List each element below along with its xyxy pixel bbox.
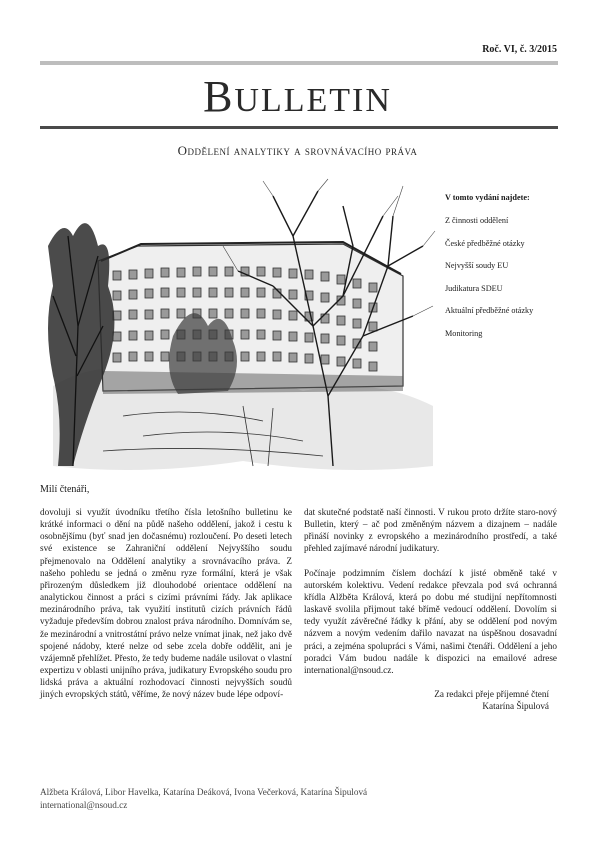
letter-paragraph: Počínaje podzimním číslem dochází k jisté obměně také v autorském kolektivu. Vedení redakce převzala pod svá ochranná křídla Alžběta Králová, která po dobu mé studijní nepřítomnosti laskavě svolila přijmout také břímě vedoucí oddělení. Dovolím si tedy využít závěrečné řádky k přání, aby se oddělení pod novým názvem a novým vedením dařilo navazat na úspěšnou dosavadní práci, a zejména spolupráci s Vámi, našimi čtenáři. Oddělení a jeho poradci Vám budou nadále k dispozici na emailové adrese international@nsoud.cz.	[304, 567, 557, 675]
department-subtitle: Oddělení analytiky a srovnávacího práva	[177, 143, 418, 158]
masthead-rule	[40, 126, 558, 129]
building-sketch-illustration	[43, 176, 438, 476]
letter-closing: Za redakci přeje příjemné čtení	[434, 689, 549, 700]
footer-authors: Alžbeta Králová, Libor Havelka, Katarína Deáková, Ivona Večerková, Katarína Šipulová	[40, 787, 368, 797]
masthead-initial: B	[203, 72, 235, 121]
masthead-title	[0, 72, 595, 126]
toc-item[interactable]: Monitoring	[445, 328, 483, 338]
letter-paragraph: dovoluji si využít úvodníku třetího čísla letošního bulletinu ke krátké informaci o dění na půdě našeho oddělení, jakož i cestu k osobnějšímu (byť snad jen dočasnému) rozloučení. Po deseti letech své existence se Zahraniční oddělení Nejvyššího soudu přejmenovalo na Oddělení analytiky a srovnávacího práva. Z našeho pohledu se jedná o změnu ryze formální, která je však přirozeným důsledkem již dlouhodobé orientace oddělení na analytickou činnost a práci s cizími právními řády. Jak aplikace mezinárodního práva, tak využití institutů cizích právních řádů vyžaduje především dobrou znalost práva národního. Domnívám se, že mezinárodní a vnitrostátní právo nelze vnímat jinak, než jako dvě spojené nádoby, které nelze od sebe zcela dobře oddělit, ani je vzájemně přehlížet. Přesto, že tedy budeme nadále usilovat o vlastní expertizu v oblasti unijního práva, judikatury Evropského soudu pro lidská práva a aktuální rozhodovací činnosti nejvyšších soudů jiných evropských států, věříme, že nový název bude lépe odpoví-	[40, 507, 292, 700]
issue-number: Roč. VI, č. 3/2015	[482, 44, 557, 55]
toc-item[interactable]: Judikatura SDEU	[445, 283, 503, 293]
letter-column-right	[304, 506, 557, 712]
letter-greeting: Milí čtenáři,	[40, 484, 90, 495]
footer	[40, 786, 367, 812]
footer-email[interactable]: international@nsoud.cz	[40, 800, 128, 810]
masthead-rest: ULLETIN	[234, 82, 392, 119]
letter-column-left	[40, 506, 292, 701]
toc-item[interactable]: Aktuální předběžné otázky	[445, 306, 534, 316]
table-of-contents	[445, 193, 585, 352]
toc-heading: V tomto vydání najdete:	[445, 193, 530, 202]
letter-signature: Katarína Šipulová	[482, 701, 549, 712]
top-rule	[40, 61, 558, 65]
toc-item[interactable]: České předběžné otázky	[445, 238, 525, 248]
toc-item[interactable]: Nejvyšší soudy EU	[445, 261, 509, 271]
letter-paragraph: dat skutečné podstatě naší činnosti. V rukou proto držíte staro-nový Bulletin, který – ač pod změněným názvem a dizajnem – nadále přináší novinky z evropského a mezinárodního prostředí, a také přehled zajímavé národní judikatury.	[304, 507, 557, 554]
toc-item[interactable]: Z činnosti oddělení	[445, 216, 509, 225]
